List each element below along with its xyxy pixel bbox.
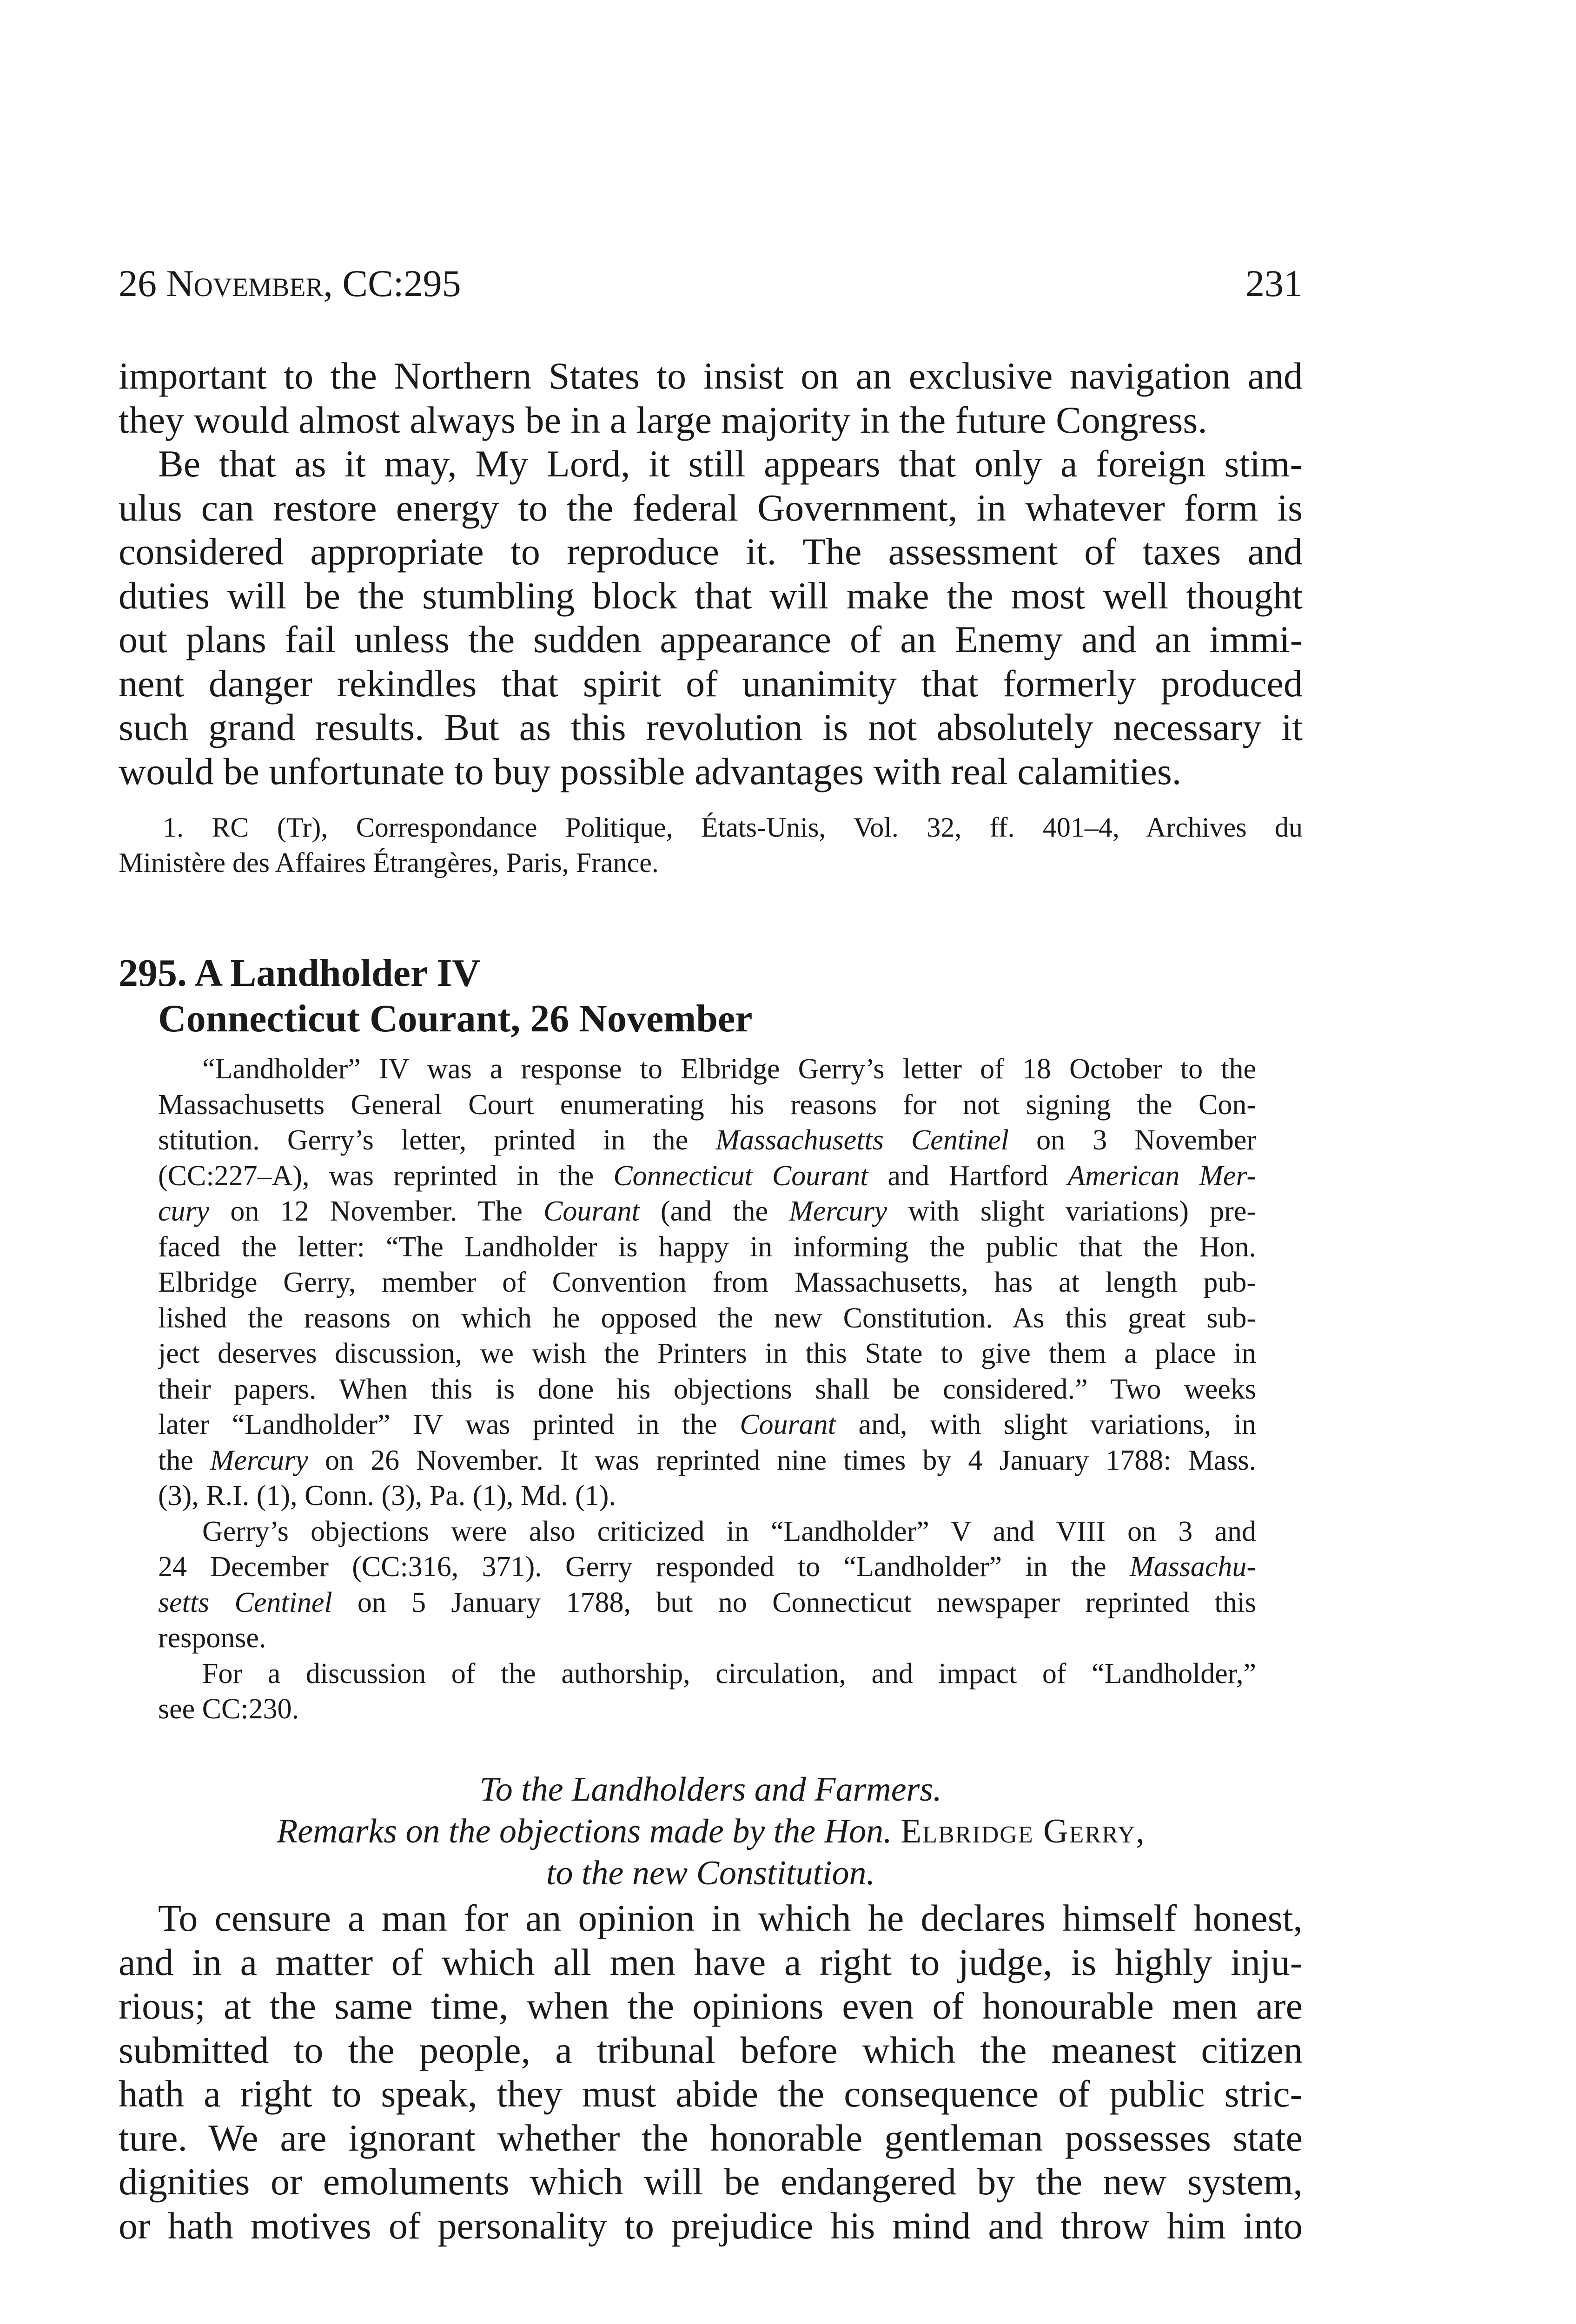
footnote-line: Ministère des Affaires Étrangères, Paris, France. [119, 847, 659, 878]
headnote-line: response. [158, 1622, 266, 1654]
text-line: or hath motives of personality to prejudice his mind and throw him into [119, 2204, 1303, 2247]
text-line: duties will be the stumbling block that will make the most well thought [119, 574, 1303, 617]
subtitle-line: To the Landholders and Farmers. [479, 1770, 942, 1809]
headnote-line: Gerry’s objections were also criticized in “Landholder” V and VIII on 3 and [202, 1515, 1256, 1547]
continuation-text [119, 354, 1303, 793]
running-head-month: November [166, 262, 324, 304]
section-title-line [119, 951, 1303, 996]
headnote-line: later “Landholder” IV was printed in the Courant and, with slight variations, in [158, 1409, 1256, 1440]
headnote-line: setts Centinel on 5 January 1788, but no Connecticut newspaper reprinted this [158, 1586, 1256, 1618]
running-head [119, 258, 1303, 309]
section-title: A Landholder IV [194, 951, 481, 995]
text-line: dignities or emoluments which will be endangered by the new system, [119, 2160, 1303, 2203]
running-head-ref: , CC:295 [323, 262, 461, 304]
running-head-left [119, 258, 461, 309]
footnote-line: 1. RC (Tr), Correspondance Politique, États-Unis, Vol. 32, ff. 401–4, Archives du [163, 812, 1303, 843]
text-line: rious; at the same time, when the opinions even of honourable men are [119, 1985, 1303, 2027]
headnote-line: lished the reasons on which he opposed the new Constitution. As this great sub- [158, 1302, 1256, 1334]
headnote-line: Elbridge Gerry, member of Convention from Massachusetts, has at length pub- [158, 1267, 1256, 1298]
subtitle-line: to the new Constitution. [546, 1854, 875, 1892]
headnote [158, 1051, 1256, 1727]
text-line: important to the Northern States to insist on an exclusive navigation and [119, 355, 1303, 397]
headnote-line: faced the letter: “The Landholder is happy in informing the public that the Hon. [158, 1231, 1256, 1263]
headnote-line: “Landholder” IV was a response to Elbridge Gerry’s letter of 18 October to the [202, 1053, 1256, 1085]
headnote-line: see CC:230. [158, 1693, 299, 1725]
text-line: considered appropriate to reproduce it. The assessment of taxes and [119, 530, 1303, 573]
text-line: nent danger rekindles that spirit of unanimity that formerly produced [119, 662, 1303, 705]
section-number: 295. [119, 951, 187, 995]
text-line: out plans fail unless the sudden appearance of an Enemy and an immi- [119, 618, 1303, 660]
section-source: Connecticut Courant, 26 November [158, 997, 753, 1040]
text-line: such grand results. But as this revolution is not absolutely necessary it [119, 706, 1303, 748]
footnote [119, 810, 1303, 880]
section-heading [119, 951, 1303, 1042]
headnote-line: 24 December (CC:316, 371). Gerry responded to “Landholder” in the Massachu- [158, 1551, 1256, 1583]
text-line: hath a right to speak, they must abide the consequence of public stric- [119, 2073, 1303, 2115]
text-line: and in a matter of which all men have a right to judge, is highly inju- [119, 1941, 1303, 1983]
headnote-line: their papers. When this is done his objections shall be considered.” Two weeks [158, 1373, 1256, 1405]
text-line: ture. We are ignorant whether the honorable gentleman possesses state [119, 2116, 1303, 2159]
text-line: they would almost always be in a large majority in the future Congress. [119, 398, 1207, 441]
subtitle-line: Remarks on the objections made by the Hon. Elbridge Gerry, [277, 1812, 1145, 1850]
headnote-line: the Mercury on 26 November. It was reprinted nine times by 4 January 1788: Mass. [158, 1444, 1256, 1476]
text-line: To censure a man for an opinion in which he declares himself honest, [158, 1897, 1303, 1939]
headnote-line: For a discussion of the authorship, circulation, and impact of “Landholder,” [202, 1657, 1256, 1690]
essay-subtitle [119, 1769, 1303, 1894]
text-line: Be that as it may, My Lord, it still appears that only a foreign stim- [158, 442, 1303, 485]
headnote-line: ject deserves discussion, we wish the Printers in this State to give them a place in [158, 1338, 1256, 1369]
headnote-line: (3), R.I. (1), Conn. (3), Pa. (1), Md. (1). [158, 1480, 616, 1512]
headnote-line: cury on 12 November. The Courant (and the Mercury with slight variations) pre- [158, 1195, 1256, 1227]
text-line: submitted to the people, a tribunal before which the meanest citizen [119, 2028, 1303, 2071]
essay-body [119, 1896, 1303, 2248]
running-head-date-day: 26 [119, 262, 157, 304]
text-line: would be unfortunate to buy possible advantages with real calamities. [119, 750, 1182, 792]
text-line: ulus can restore energy to the federal Government, in whatever form is [119, 486, 1303, 529]
headnote-line: Massachusetts General Court enumerating his reasons for not signing the Con- [158, 1089, 1256, 1121]
headnote-line: stitution. Gerry’s letter, printed in the Massachusetts Centinel on 3 November [158, 1124, 1256, 1156]
page-number: 231 [1245, 262, 1303, 304]
headnote-line: (CC:227–A), was reprinted in the Connecticut Courant and Hartford American Mer- [158, 1160, 1256, 1192]
